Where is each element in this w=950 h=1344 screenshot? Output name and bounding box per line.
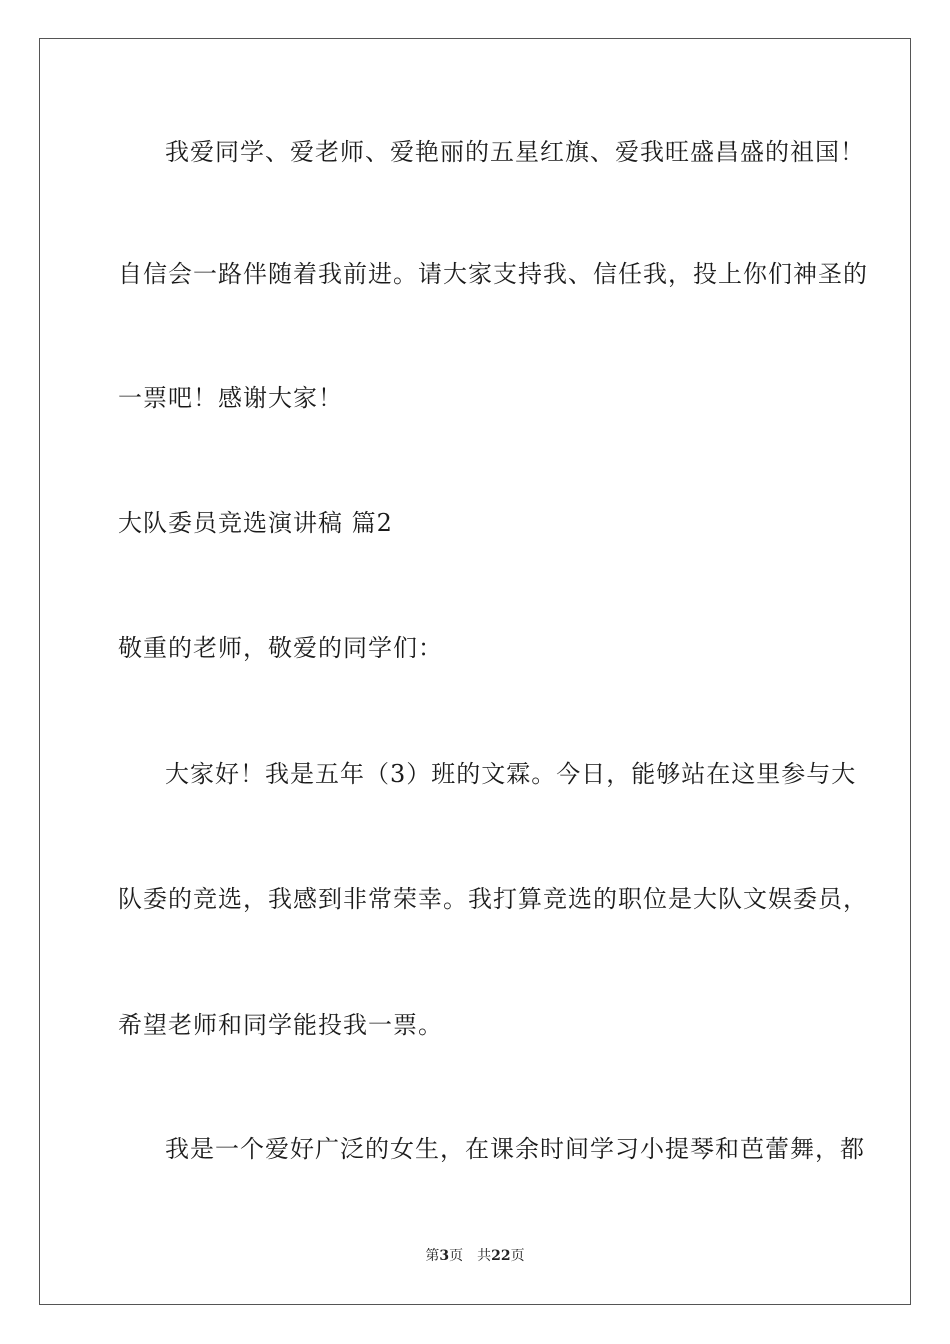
page-footer	[0, 1247, 950, 1265]
total-suffix: 页	[510, 1248, 525, 1264]
body-line-3: 一票吧！感谢大家！	[118, 384, 343, 412]
body-line-7: 队委的竞选，我感到非常荣幸。我打算竞选的职位是大队文娱委员，	[118, 885, 868, 913]
page-current: 3	[439, 1248, 450, 1264]
body-line-6: 大家好！我是五年（3）班的文霖。今日，能够站在这里参与大	[165, 760, 857, 788]
body-line-9: 我是一个爱好广泛的女生，在课余时间学习小提琴和芭蕾舞，都	[165, 1135, 865, 1163]
section-heading: 大队委员竞选演讲稿 篇2	[118, 509, 393, 537]
body-line-1: 我爱同学、爱老师、爱艳丽的五星红旗、爱我旺盛昌盛的祖国！	[165, 138, 865, 166]
page-prefix: 第	[425, 1248, 440, 1264]
body-line-2: 自信会一路伴随着我前进。请大家支持我、信任我，投上你们神圣的	[118, 260, 868, 288]
body-line-8: 希望老师和同学能投我一票。	[118, 1011, 443, 1039]
greeting-line: 敬重的老师，敬爱的同学们：	[118, 634, 443, 662]
page-suffix: 页	[449, 1248, 464, 1264]
total-prefix: 共	[477, 1248, 492, 1264]
page-total: 22	[491, 1248, 511, 1264]
page-border	[39, 38, 911, 1305]
